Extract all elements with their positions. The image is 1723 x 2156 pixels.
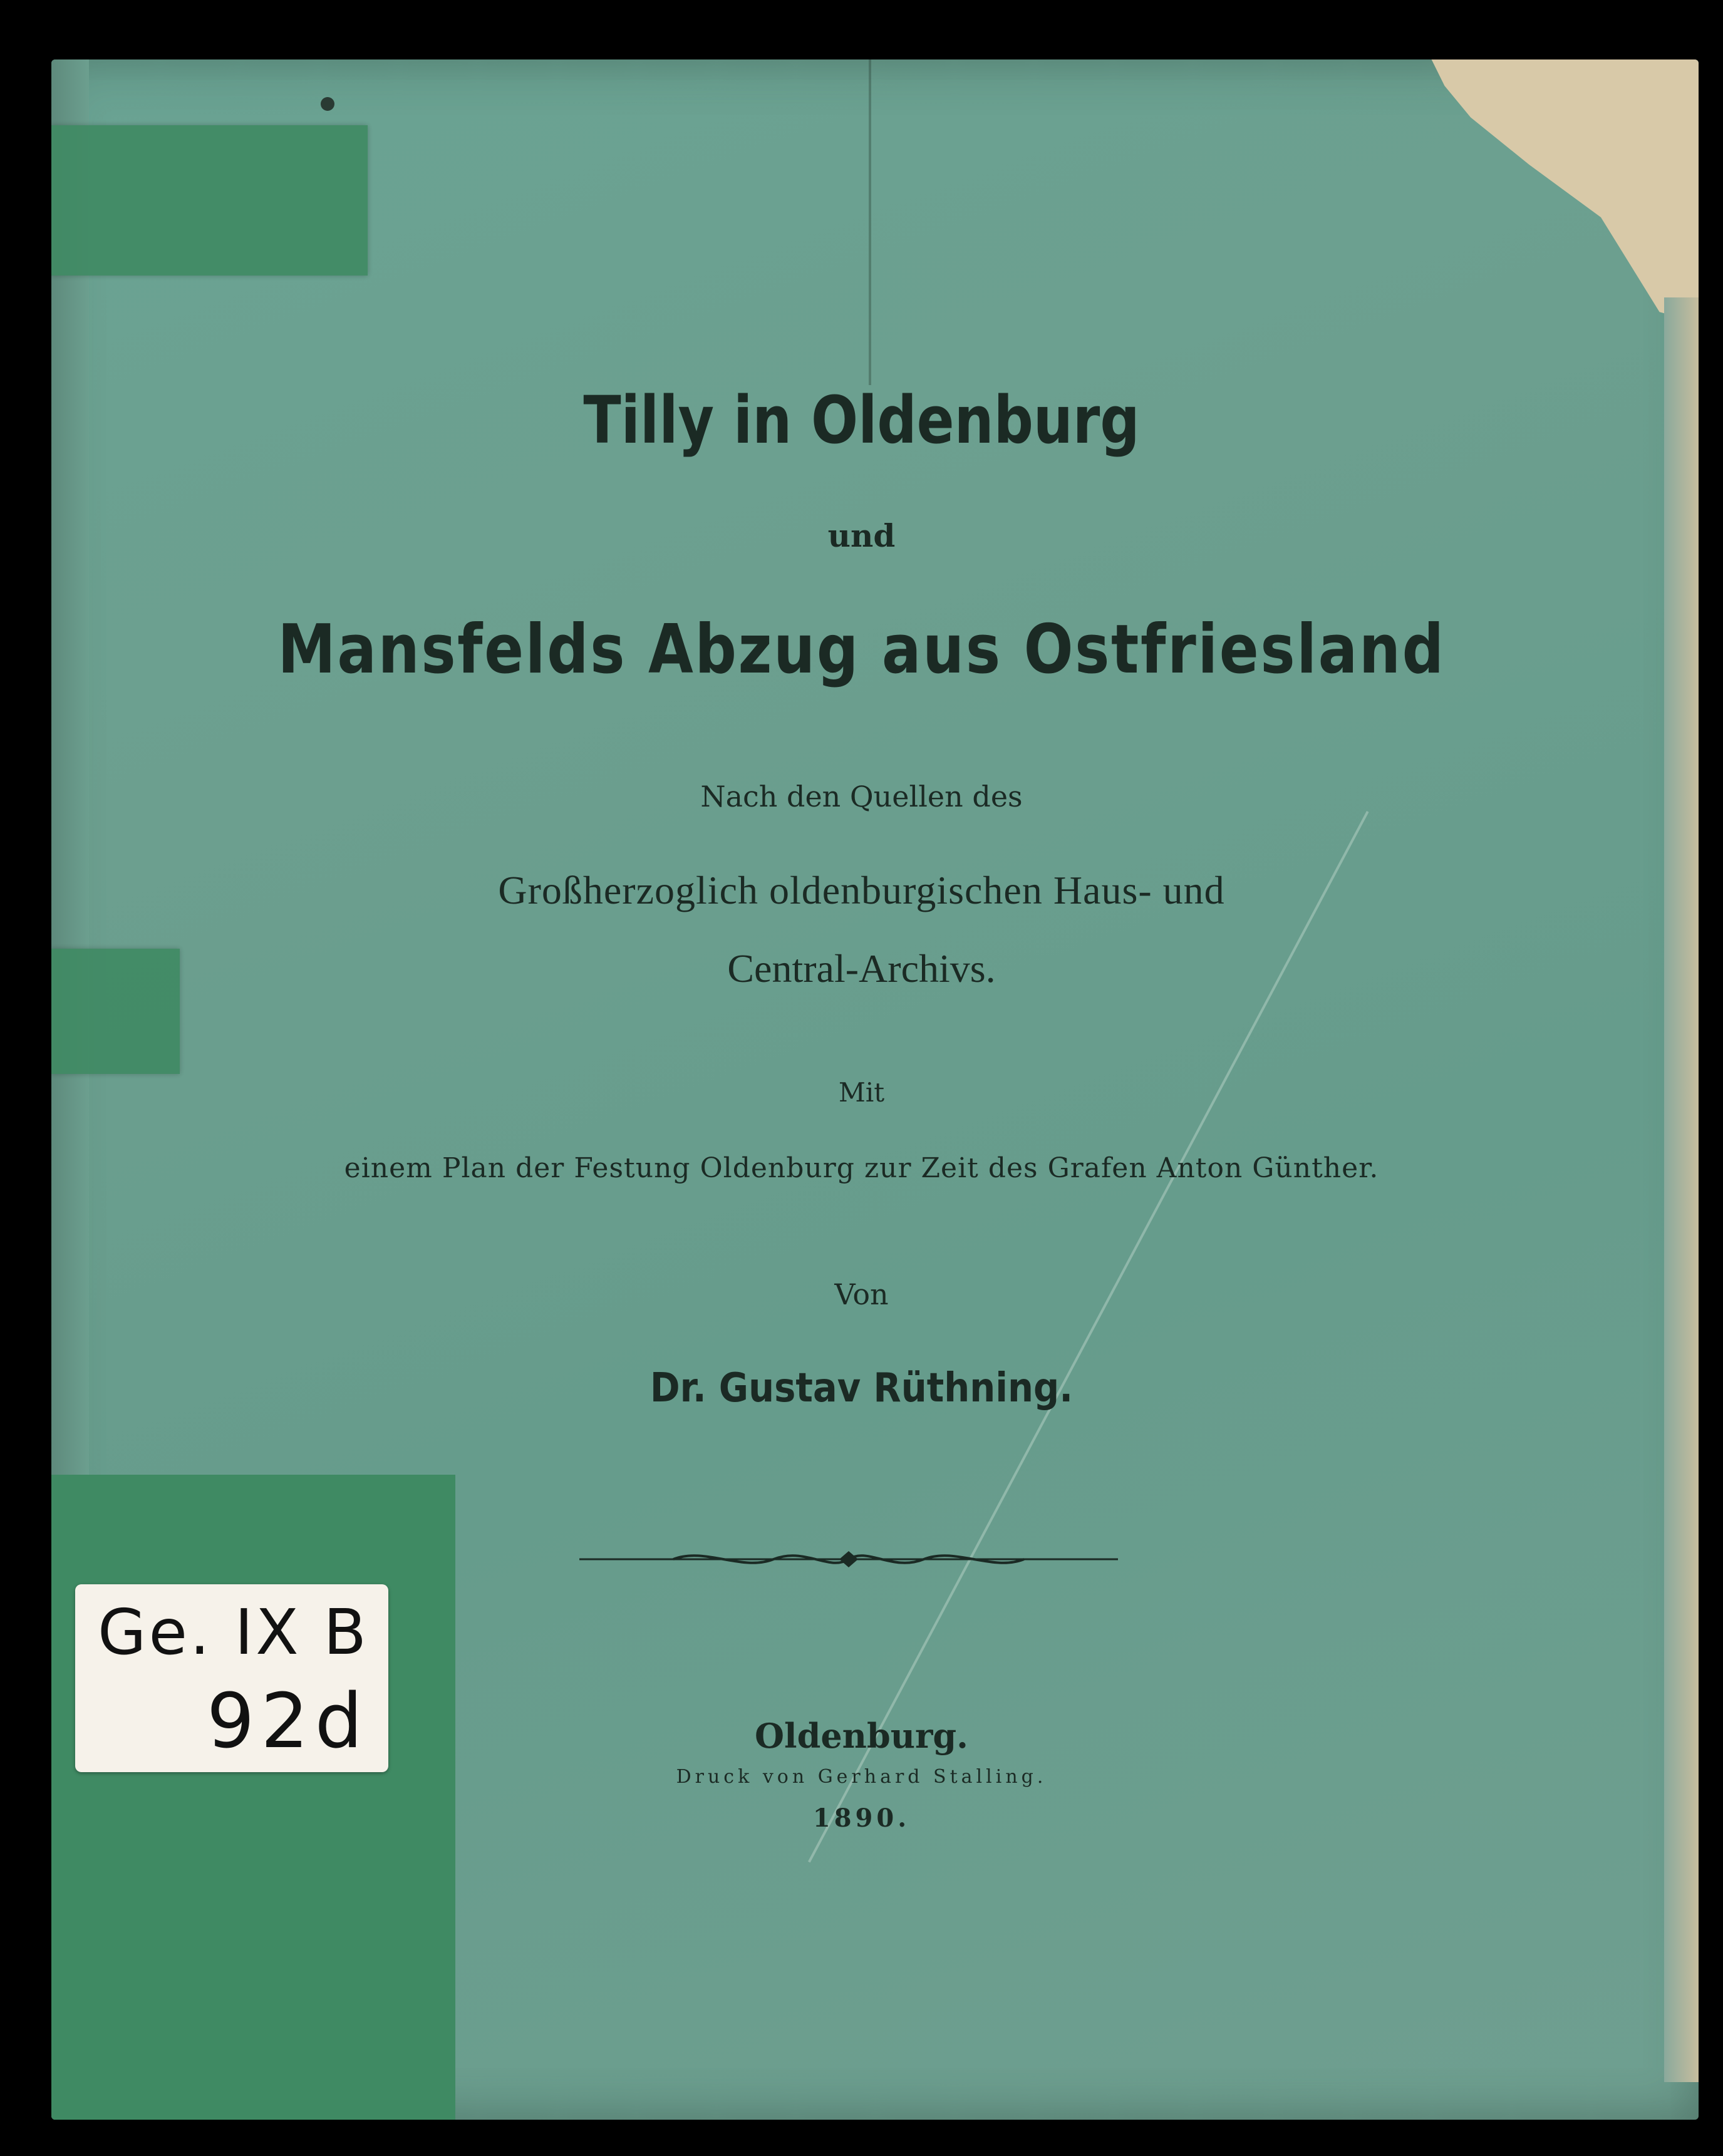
tape-strip-top — [51, 125, 368, 276]
main-title: Tilly in Oldenburg — [583, 382, 1140, 458]
library-label-backing — [51, 1475, 455, 2120]
with-label: Mit — [838, 1077, 885, 1108]
sources-line-2: Großherzoglich oldenburgischen Haus- und — [498, 868, 1225, 912]
title-conjunction: und — [827, 517, 896, 554]
shelf-mark-line2: 92d — [207, 1678, 369, 1765]
printer-line: Druck von Gerhard Stalling. — [676, 1766, 1047, 1788]
sources-line-1: Nach den Quellen des — [700, 780, 1023, 813]
plan-description: einem Plan der Festung Oldenburg zur Zeit des Grafen Anton Günther. — [344, 1152, 1379, 1184]
sources-line-3: Central-Archivs. — [727, 946, 996, 991]
by-label: Von — [834, 1277, 889, 1311]
ornament-divider-icon — [579, 1544, 1118, 1575]
torn-corner — [1373, 59, 1699, 322]
author-name: Dr. Gustav Rüthning. — [649, 1365, 1074, 1411]
shelf-mark-line1: Ge. IX B — [98, 1596, 369, 1669]
fold-line — [869, 59, 871, 385]
publication-place: Oldenburg. — [755, 1716, 968, 1756]
publication-year: 1890. — [812, 1803, 911, 1833]
pin-mark — [321, 97, 334, 111]
subtitle: Mansfelds Abzug aus Ostfriesland — [277, 611, 1446, 689]
